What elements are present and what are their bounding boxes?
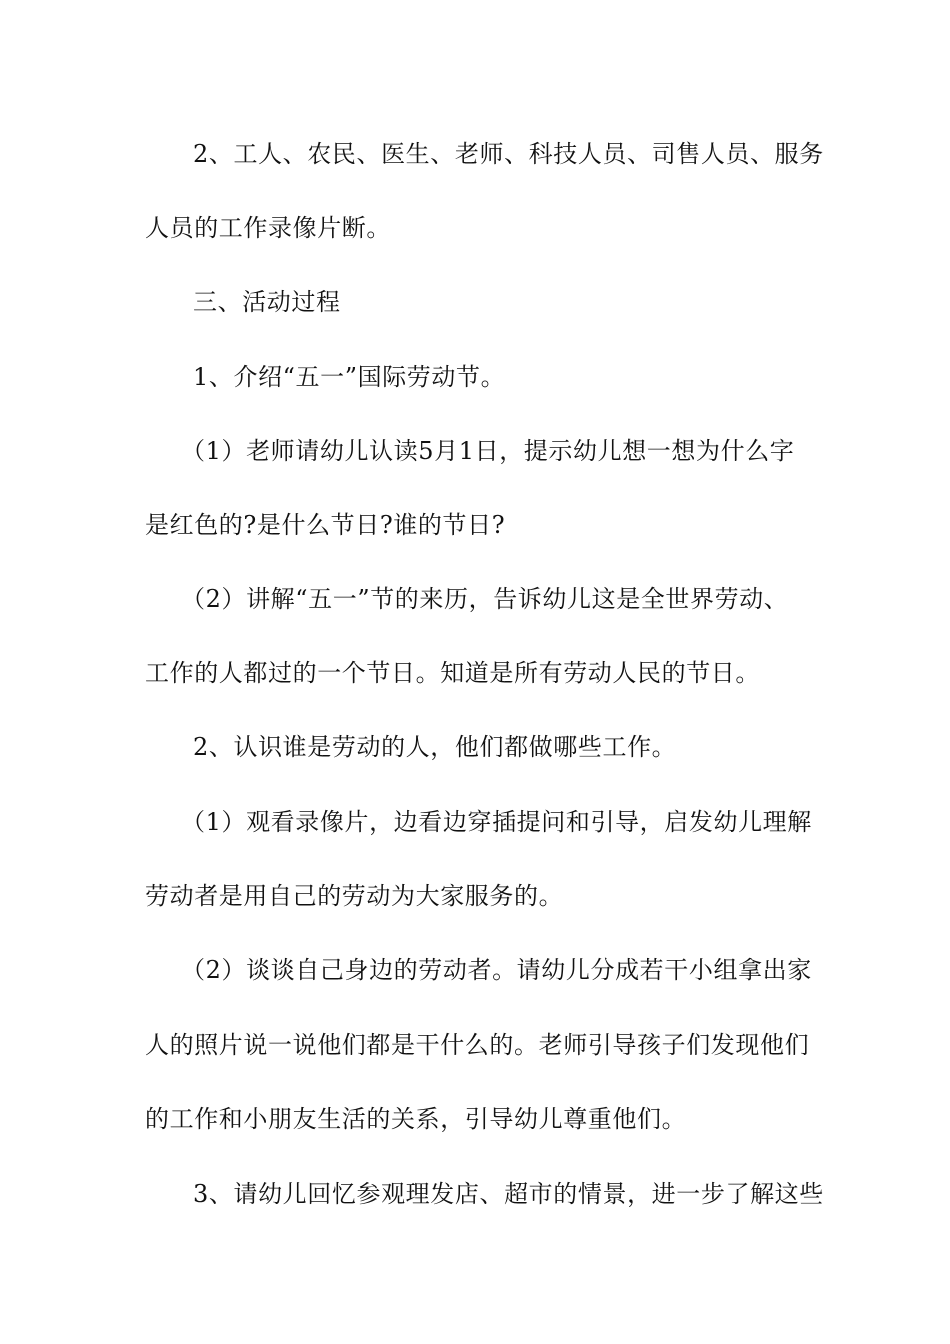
paragraph-line: 2、工人、农民、医生、老师、科技人员、司售人员、服务 [193, 140, 824, 168]
paragraph-line: 人的照片说一说他们都是干什么的。老师引导孩子们发现他们 [145, 1031, 810, 1059]
paragraph-line: 3、请幼儿回忆参观理发店、超市的情景，进一步了解这些 [193, 1180, 824, 1208]
paragraph-line: 2、认识谁是劳动的人，他们都做哪些工作。 [193, 733, 677, 761]
paragraph-line: 1、介绍“五一”国际劳动节。 [193, 363, 506, 391]
section-heading: 三、活动过程 [193, 288, 341, 316]
paragraph-line: 人员的工作录像片断。 [145, 214, 391, 242]
paragraph-line: （2）谈谈自己身边的劳动者。请幼儿分成若干小组拿出家 [181, 956, 812, 984]
paragraph-line: 劳动者是用自己的劳动为大家服务的。 [145, 882, 564, 910]
paragraph-line: 是红色的?是什么节日?谁的节日? [145, 511, 506, 539]
paragraph-line: （1）老师请幼儿认读5月1日，提示幼儿想一想为什么字 [181, 437, 795, 465]
paragraph-line: （2）讲解“五一”节的来历，告诉幼儿这是全世界劳动、 [181, 585, 789, 613]
paragraph-line: 工作的人都过的一个节日。知道是所有劳动人民的节日。 [145, 659, 760, 687]
paragraph-line: （1）观看录像片，边看边穿插提问和引导，启发幼儿理解 [181, 808, 812, 836]
paragraph-line: 的工作和小朋友生活的关系，引导幼儿尊重他们。 [145, 1105, 687, 1133]
